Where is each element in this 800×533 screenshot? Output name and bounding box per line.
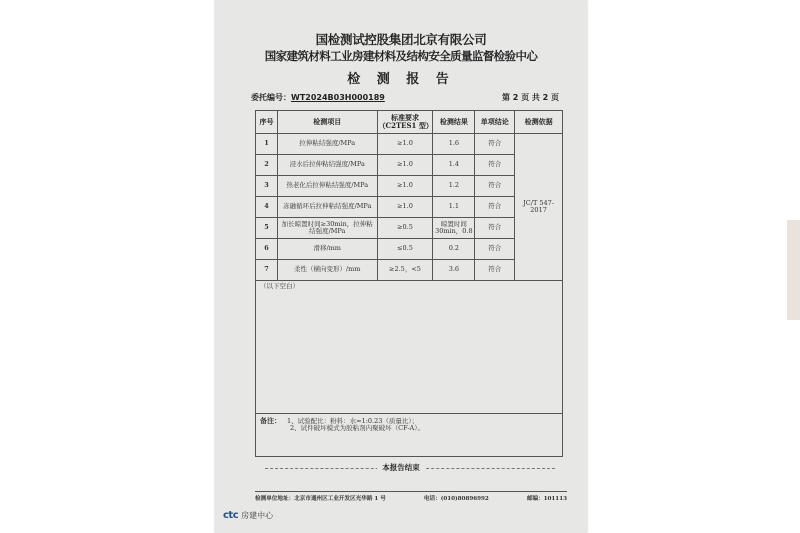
ctc-logo-name: 房建中心 bbox=[241, 511, 274, 520]
row-standard: ≥1.0 bbox=[377, 197, 433, 218]
footer bbox=[255, 491, 567, 502]
row-item: 柔性（横向变形）/mm bbox=[277, 260, 377, 281]
remark-item: 1、试验配比：粉料：水=1:0.23（质量比）； bbox=[287, 417, 419, 425]
row-item: 拉伸粘结强度/MPa bbox=[277, 134, 377, 155]
footer-postcode: 邮编：101113 bbox=[526, 496, 567, 502]
remarks-cell bbox=[256, 414, 563, 457]
remark-item: 2、试件破坏模式为胶粘剂内聚破坏（CF-A）。 bbox=[290, 424, 424, 433]
end-text: 本报告结束 bbox=[377, 463, 425, 472]
row-item: 浸水后拉伸粘结强度/MPa bbox=[277, 155, 377, 176]
blank-row bbox=[256, 281, 563, 414]
end-of-report bbox=[215, 462, 587, 473]
row-item: 热老化后拉伸粘结强度/MPa bbox=[277, 176, 377, 197]
row-result: 3.6 bbox=[433, 260, 475, 281]
commission-label: 委托编号： bbox=[251, 93, 291, 102]
row-seq: 1 bbox=[256, 134, 278, 155]
row-standard: ≤0.5 bbox=[377, 239, 433, 260]
row-verdict: 符合 bbox=[475, 155, 515, 176]
row-result: 1.2 bbox=[433, 176, 475, 197]
row-result: 晾置时间 30min，0.8 bbox=[433, 218, 475, 239]
header-item: 检测项目 bbox=[277, 111, 377, 134]
blank-note: （以下空白） bbox=[256, 281, 563, 414]
row-seq: 3 bbox=[256, 176, 278, 197]
table-header-row bbox=[256, 111, 563, 134]
footer-address: 检测单位地址：北京市通州区工业开发区光华路 1 号 bbox=[255, 496, 386, 502]
basis-cell: JC/T 547-2017 bbox=[515, 134, 563, 281]
footer-phone: 电话：(010)80896992 bbox=[423, 496, 489, 502]
commission-value: WT2024B03H000189 bbox=[291, 93, 385, 102]
row-result: 1.1 bbox=[433, 197, 475, 218]
header-seq: 序号 bbox=[256, 111, 278, 134]
row-standard: ≥1.0 bbox=[377, 176, 433, 197]
ctc-logo bbox=[223, 510, 273, 521]
row-verdict: 符合 bbox=[475, 197, 515, 218]
row-verdict: 符合 bbox=[475, 239, 515, 260]
row-item: 冻融循环后拉伸粘结强度/MPa bbox=[277, 197, 377, 218]
page-info: 第 2 页 共 2 页 bbox=[501, 93, 559, 102]
results-table bbox=[255, 110, 563, 457]
row-seq: 4 bbox=[256, 197, 278, 218]
header-standard: 标准要求（C2TES1 型） bbox=[377, 111, 433, 134]
org-line-1: 国检测试控股集团北京有限公司 bbox=[315, 32, 487, 47]
paper-edge-stain bbox=[787, 220, 800, 320]
remarks-label: 备注： bbox=[260, 417, 281, 425]
row-verdict: 符合 bbox=[475, 218, 515, 239]
row-standard: ≥2.5，<5 bbox=[377, 260, 433, 281]
row-verdict: 符合 bbox=[475, 176, 515, 197]
report-paper bbox=[215, 0, 587, 533]
row-seq: 6 bbox=[256, 239, 278, 260]
row-standard: ≥0.5 bbox=[377, 218, 433, 239]
row-result: 0.2 bbox=[433, 239, 475, 260]
header-result: 检测结果 bbox=[433, 111, 475, 134]
table-row bbox=[256, 134, 563, 155]
row-standard: ≥1.0 bbox=[377, 155, 433, 176]
header-basis: 检测依据 bbox=[515, 111, 563, 134]
row-result: 1.4 bbox=[433, 155, 475, 176]
row-seq: 2 bbox=[256, 155, 278, 176]
row-verdict: 符合 bbox=[475, 260, 515, 281]
row-standard: ≥1.0 bbox=[377, 134, 433, 155]
header-verdict: 单项结论 bbox=[475, 111, 515, 134]
row-seq: 5 bbox=[256, 218, 278, 239]
ctc-logo-mark: ctc bbox=[223, 510, 239, 521]
commission-number bbox=[251, 92, 385, 103]
remarks-row bbox=[256, 414, 563, 457]
row-verdict: 符合 bbox=[475, 134, 515, 155]
row-item: 加长晾置时间≥30min，拉伸粘结强度/MPa bbox=[277, 218, 377, 239]
row-seq: 7 bbox=[256, 260, 278, 281]
row-item: 滑移/mm bbox=[277, 239, 377, 260]
report-title: 检 测 报 告 bbox=[347, 72, 455, 87]
org-line-2: 国家建筑材料工业房建材料及结构安全质量监督检验中心 bbox=[264, 49, 538, 63]
row-result: 1.6 bbox=[433, 134, 475, 155]
